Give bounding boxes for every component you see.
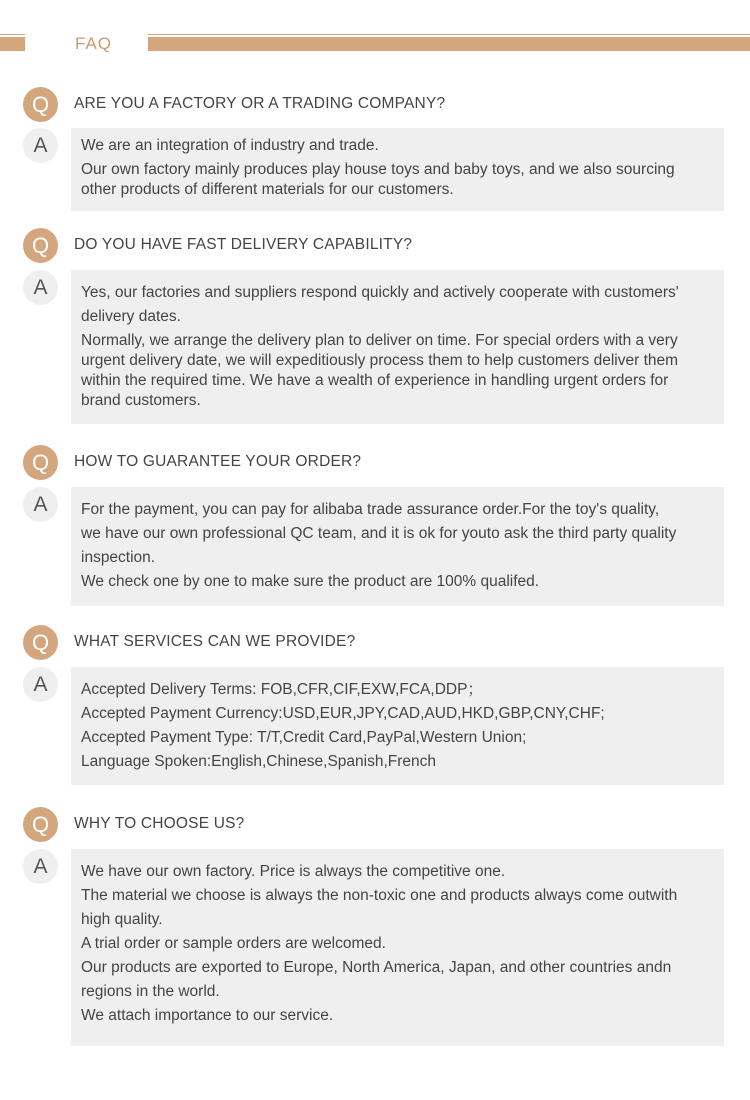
answer-badge: A	[23, 849, 58, 884]
answer-line: we have our own professional QC team, and it is ok for youto ask the third party quality	[81, 525, 677, 542]
answer-line: regions in the world.	[81, 983, 220, 1000]
answer-line: Accepted Payment Currency:USD,EUR,JPY,CAD,AUD,HKD,GBP,CNY,CHF;	[81, 705, 605, 722]
answer-line: Language Spoken:English,Chinese,Spanish,French	[81, 753, 437, 770]
answer-line: Our products are exported to Europe, North America, Japan, and other countries andn	[81, 959, 672, 976]
answer-line: Accepted Delivery Terms: FOB,CFR,CIF,EXW,FCA,DDP；	[81, 681, 483, 698]
answer-line: within the required time. We have a wealth of experience in handling urgent orders for	[81, 372, 669, 389]
answer-line: brand customers.	[81, 392, 201, 409]
answer-line: inspection.	[81, 549, 156, 566]
faq-header	[0, 0, 750, 60]
header-bar-left	[0, 37, 25, 51]
question-badge: Q	[23, 445, 58, 480]
answer-badge: A	[23, 667, 58, 702]
question-text: ARE YOU A FACTORY OR A TRADING COMPANY?	[74, 95, 446, 112]
answer-box	[71, 128, 724, 211]
question-badge: Q	[23, 625, 58, 660]
answer-badge: A	[23, 128, 58, 163]
answer-line: The material we choose is always the non-toxic one and products always come outwith	[81, 887, 678, 904]
question-badge: Q	[23, 807, 58, 842]
question-text: WHAT SERVICES CAN WE PROVIDE?	[74, 633, 356, 650]
answer-line: Yes, our factories and suppliers respond quickly and actively cooperate with customers'	[81, 284, 679, 301]
answer-line: Normally, we arrange the delivery plan to deliver on time. For special orders with a very	[81, 332, 678, 349]
question-badge: Q	[23, 87, 58, 122]
answer-box	[71, 849, 724, 1046]
answer-line: Our own factory mainly produces play house toys and baby toys, and we also sourcing	[81, 161, 675, 178]
answer-badge: A	[23, 270, 58, 305]
faq-title: FAQ	[75, 34, 113, 53]
answer-line: delivery dates.	[81, 308, 181, 325]
answer-badge: A	[23, 487, 58, 522]
question-badge: Q	[23, 228, 58, 263]
header-bar-right	[148, 37, 750, 51]
question-text: DO YOU HAVE FAST DELIVERY CAPABILITY?	[74, 236, 413, 253]
answer-line: A trial order or sample orders are welcomed.	[81, 935, 386, 952]
answer-line: We are an integration of industry and trade.	[81, 137, 379, 154]
answer-line: For the payment, you can pay for alibaba trade assurance order.For the toy's quality,	[81, 501, 660, 518]
question-text: HOW TO GUARANTEE YOUR ORDER?	[74, 453, 362, 470]
question-text: WHY TO CHOOSE US?	[74, 815, 245, 832]
answer-box	[71, 667, 724, 785]
answer-line: Accepted Payment Type: T/T,Credit Card,PayPal,Western Union;	[81, 729, 527, 746]
answer-line: other products of different materials for our customers.	[81, 181, 454, 198]
answer-line: high quality.	[81, 911, 163, 928]
answer-box	[71, 487, 724, 606]
answer-line: We check one by one to make sure the product are 100% qualifed.	[81, 573, 540, 590]
answer-line: We attach importance to our service.	[81, 1007, 334, 1024]
answer-line: urgent delivery date, we will expeditiously process them to help customers deliver them	[81, 352, 679, 369]
answer-box	[71, 270, 724, 424]
answer-line: We have our own factory. Price is always the competitive one.	[81, 863, 506, 880]
